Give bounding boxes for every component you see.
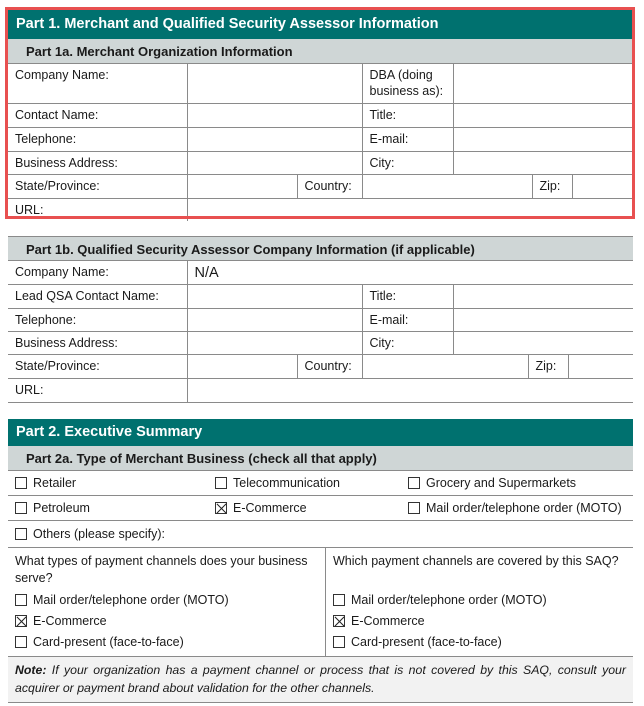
checkbox-label: Others (please specify): <box>33 527 165 541</box>
city-label: City: <box>362 151 453 174</box>
qsa-company-name-field[interactable]: N/A <box>187 261 633 284</box>
checkbox-label: Telecommunication <box>233 476 340 490</box>
checkbox-label: Mail order/telephone order (MOTO) <box>351 592 547 607</box>
checkbox-icon[interactable] <box>333 636 345 648</box>
dba-field[interactable] <box>453 64 633 103</box>
checked-checkbox-icon[interactable] <box>333 615 345 627</box>
covered-moto[interactable] <box>333 589 626 610</box>
checkbox-label: Card-present (face-to-face) <box>33 634 184 649</box>
served-moto[interactable] <box>15 589 318 610</box>
part1a-header: Part 1a. Merchant Organization Information <box>8 39 633 64</box>
qsa-company-name-label: Company Name: <box>8 261 187 284</box>
email-field[interactable] <box>453 127 633 151</box>
url-label: URL: <box>8 198 187 221</box>
part1-header: Part 1. Merchant and Qualified Security Assessor Information <box>8 10 633 39</box>
checkbox-label: Card-present (face-to-face) <box>351 634 502 649</box>
business-type-retailer[interactable] <box>8 476 208 490</box>
part1a-section <box>8 10 633 221</box>
qsa-country-label: Country: <box>297 354 362 378</box>
part1b-header: Part 1b. Qualified Security Assessor Company Information (if applicable) <box>8 236 633 261</box>
qsa-email-label: E-mail: <box>362 308 453 331</box>
served-ecommerce[interactable] <box>15 610 318 631</box>
channels-covered-column <box>326 548 633 656</box>
checked-checkbox-icon[interactable] <box>215 502 227 514</box>
dba-label: DBA (doing business as): <box>362 64 453 103</box>
note-box <box>8 657 633 703</box>
checkbox-icon[interactable] <box>15 477 27 489</box>
qsa-business-address-field[interactable] <box>187 331 362 354</box>
checkbox-label: Retailer <box>33 476 77 490</box>
city-field[interactable] <box>453 151 633 174</box>
qsa-title-label: Title: <box>362 284 453 308</box>
checkbox-icon[interactable] <box>333 594 345 606</box>
served-card-present[interactable] <box>15 631 318 652</box>
lead-qsa-field[interactable] <box>187 284 362 308</box>
qsa-telephone-label: Telephone: <box>8 308 187 331</box>
channels-served-column <box>8 548 326 656</box>
business-type-grocery[interactable] <box>401 476 576 490</box>
part1b-section <box>8 236 633 403</box>
telephone-field[interactable] <box>187 127 362 151</box>
checkbox-icon[interactable] <box>15 528 27 540</box>
qsa-title-field[interactable] <box>453 284 633 308</box>
country-label: Country: <box>297 174 362 198</box>
business-type-row-1 <box>8 471 633 496</box>
qsa-business-address-label: Business Address: <box>8 331 187 354</box>
checkbox-icon[interactable] <box>15 502 27 514</box>
qsa-state-label: State/Province: <box>8 354 187 378</box>
title-field[interactable] <box>453 103 633 127</box>
qsa-email-field[interactable] <box>453 308 633 331</box>
qsa-city-label: City: <box>362 331 453 354</box>
checkbox-label: Petroleum <box>33 501 90 515</box>
qsa-state-field[interactable] <box>187 354 297 378</box>
business-type-ecommerce[interactable] <box>208 501 401 515</box>
checkbox-label: E-Commerce <box>351 613 425 628</box>
state-field[interactable] <box>187 174 297 198</box>
lead-qsa-label: Lead QSA Contact Name: <box>8 284 187 308</box>
url-field[interactable] <box>187 198 633 221</box>
checkbox-icon[interactable] <box>215 477 227 489</box>
covered-card-present[interactable] <box>333 631 626 652</box>
qsa-zip-field[interactable] <box>568 354 633 378</box>
qsa-city-field[interactable] <box>453 331 633 354</box>
channels-served-question: What types of payment channels does your business serve? <box>15 554 308 585</box>
covered-ecommerce[interactable] <box>333 610 626 631</box>
contact-name-field[interactable] <box>187 103 362 127</box>
note-text: If your organization has a payment channel or process that is not covered by this SAQ, consult your acquirer or payment brand about validation for the other channels. <box>15 663 626 695</box>
business-type-moto[interactable] <box>401 501 622 515</box>
contact-name-label: Contact Name: <box>8 103 187 127</box>
business-address-label: Business Address: <box>8 151 187 174</box>
part2-section <box>8 419 633 703</box>
checkbox-label: Grocery and Supermarkets <box>426 476 577 490</box>
business-type-others[interactable] <box>8 527 165 541</box>
channels-covered-question: Which payment channels are covered by this SAQ? <box>333 554 619 568</box>
zip-field[interactable] <box>572 174 633 198</box>
checkbox-icon[interactable] <box>15 594 27 606</box>
company-name-label: Company Name: <box>8 64 187 103</box>
checkbox-label: Mail order/telephone order (MOTO) <box>33 592 229 607</box>
title-label: Title: <box>362 103 453 127</box>
checkbox-label: Mail order/telephone order (MOTO) <box>426 501 622 515</box>
qsa-telephone-field[interactable] <box>187 308 362 331</box>
part2-header: Part 2. Executive Summary <box>8 419 633 446</box>
business-type-petroleum[interactable] <box>8 501 208 515</box>
state-label: State/Province: <box>8 174 187 198</box>
checkbox-label: E-Commerce <box>233 501 307 515</box>
company-name-field[interactable] <box>187 64 362 103</box>
checked-checkbox-icon[interactable] <box>15 615 27 627</box>
qsa-country-field[interactable] <box>362 354 528 378</box>
business-type-row-3 <box>8 521 633 548</box>
business-type-row-2 <box>8 496 633 521</box>
telephone-label: Telephone: <box>8 127 187 151</box>
zip-label: Zip: <box>532 174 572 198</box>
business-address-field[interactable] <box>187 151 362 174</box>
qsa-zip-label: Zip: <box>528 354 568 378</box>
part2a-header: Part 2a. Type of Merchant Business (check all that apply) <box>8 446 633 471</box>
checkbox-icon[interactable] <box>408 477 420 489</box>
qsa-info-table <box>8 261 633 403</box>
checkbox-label: E-Commerce <box>33 613 107 628</box>
merchant-info-table <box>8 64 633 221</box>
note-label: Note: <box>15 663 47 677</box>
qsa-url-field[interactable] <box>187 378 633 402</box>
checkbox-icon[interactable] <box>408 502 420 514</box>
email-label: E-mail: <box>362 127 453 151</box>
payment-channels <box>8 548 633 657</box>
business-type-telecommunication[interactable] <box>208 476 401 490</box>
country-field[interactable] <box>362 174 532 198</box>
checkbox-icon[interactable] <box>15 636 27 648</box>
qsa-url-label: URL: <box>8 378 187 402</box>
